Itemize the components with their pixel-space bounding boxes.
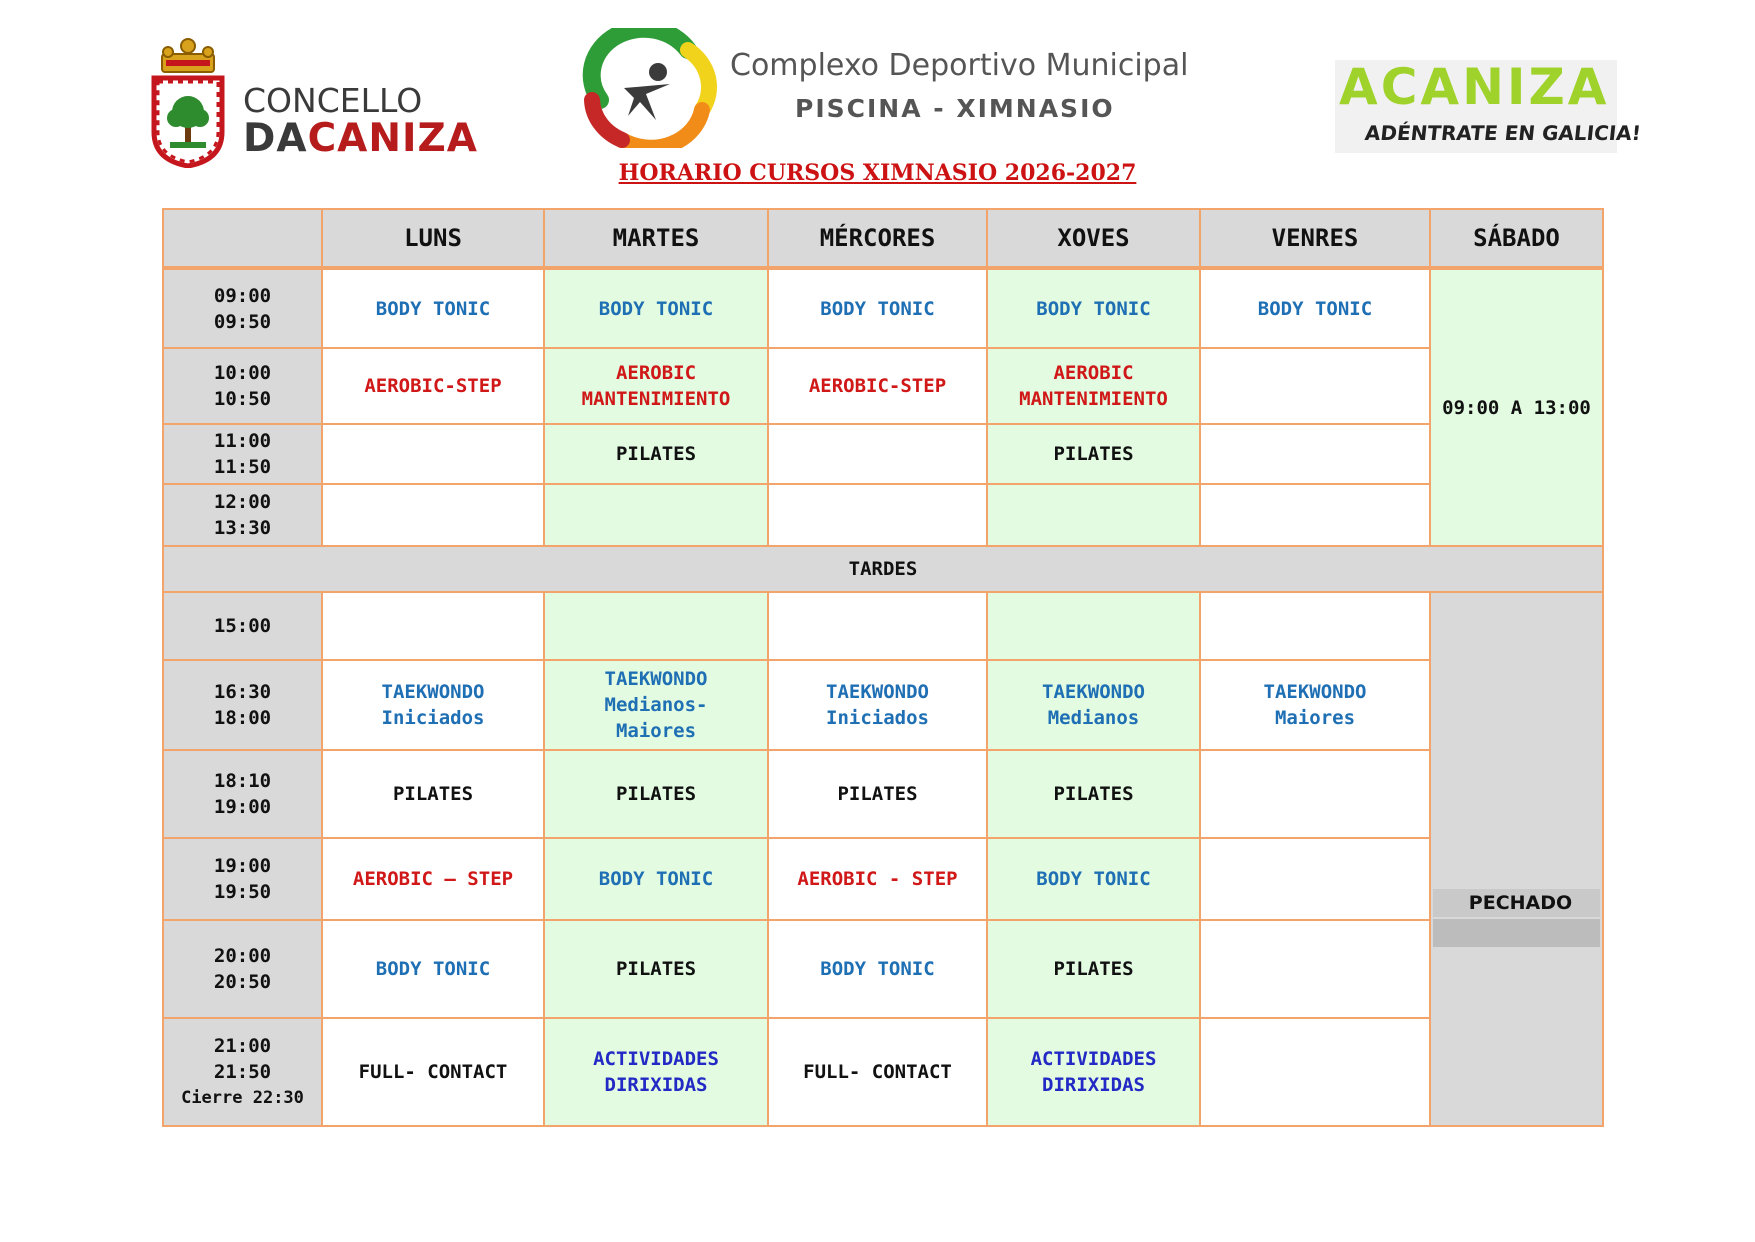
empty-cell: [544, 592, 768, 660]
complex-subtitle: PISCINA - XIMNASIO: [795, 94, 1115, 123]
time-slot-cell: [163, 1018, 322, 1126]
saturday-morning-cell: [1430, 268, 1603, 546]
class-cell: [1200, 268, 1430, 348]
closed-bar: [1433, 919, 1600, 947]
class-cell: [322, 838, 544, 920]
time-label: 16:30: [213, 681, 272, 703]
closing-time: Cierre 22:30: [181, 1088, 304, 1108]
empty-cell: [1200, 348, 1430, 424]
class-name: AEROBIC: [1053, 362, 1134, 384]
class-name: MANTENIMIENTO: [1019, 388, 1168, 410]
class-cell: [1200, 660, 1430, 750]
acaniza-logo: [1335, 58, 1643, 153]
time-slot-cell: [163, 424, 322, 484]
class-cell: [987, 660, 1200, 750]
schedule-body: [163, 209, 1603, 1126]
class-name: PILATES: [615, 783, 697, 805]
acaniza-slogan: ADÉNTRATE EN GALICIA!: [1363, 121, 1643, 145]
time-label: 09:50: [213, 310, 272, 333]
class-name: BODY TONIC: [598, 868, 714, 890]
time-label: 19:00: [213, 855, 272, 877]
time-label: 13:30: [213, 517, 272, 539]
class-cell: [544, 1018, 768, 1126]
closed-label: PECHADO: [1433, 889, 1600, 917]
class-name: Iniciados: [381, 707, 485, 729]
empty-cell: [768, 484, 987, 546]
class-cell: [768, 348, 987, 424]
sport-figure-icon: [570, 28, 720, 148]
concello-label: CONCELLO: [243, 81, 423, 120]
morning-row: [163, 424, 1603, 484]
class-name: BODY TONIC: [820, 958, 935, 980]
time-label: 20:00: [213, 945, 272, 967]
time-label: 21:00: [213, 1035, 272, 1057]
tardes-label: TARDES: [163, 546, 1603, 592]
day-header: MÉRCORES: [768, 209, 987, 268]
caniza-text: CANIZA: [307, 116, 478, 161]
class-cell: [544, 750, 768, 838]
coat-of-arms-icon: [148, 32, 228, 168]
empty-cell: [544, 484, 768, 546]
empty-cell: [322, 592, 544, 660]
class-cell: [768, 750, 987, 838]
time-slot-cell: [163, 838, 322, 920]
time-label: 15:00: [213, 615, 272, 637]
class-name: PILATES: [1053, 958, 1134, 980]
class-name: FULL- CONTACT: [358, 1061, 508, 1083]
day-header: XOVES: [987, 209, 1200, 268]
time-label: 11:00: [213, 430, 272, 452]
class-name: Maiores: [615, 720, 697, 742]
time-slot-cell: [163, 484, 322, 546]
class-name: BODY TONIC: [1257, 297, 1373, 320]
class-name: MANTENIMIENTO: [581, 388, 731, 410]
class-name: AEROBIC-STEP: [808, 375, 947, 397]
empty-cell: [987, 592, 1200, 660]
time-label: 10:00: [213, 362, 272, 384]
class-cell: [768, 838, 987, 920]
class-cell: [987, 1018, 1200, 1126]
time-label: 18:00: [213, 707, 272, 729]
tardes-row: [163, 546, 1603, 592]
class-name: TAEKWONDO: [604, 668, 708, 690]
class-name: BODY TONIC: [1036, 297, 1151, 320]
empty-cell: [1200, 424, 1430, 484]
class-cell: [987, 920, 1200, 1018]
empty-cell: [1200, 592, 1430, 660]
time-slot-cell: [163, 920, 322, 1018]
time-label: 10:50: [213, 388, 272, 410]
complex-name: Complexo Deportivo Municipal: [730, 48, 1189, 83]
morning-row: [163, 348, 1603, 424]
concello-logo: [148, 32, 478, 168]
days-header-row: [163, 209, 1603, 268]
class-name: BODY TONIC: [375, 297, 491, 320]
class-cell: [544, 660, 768, 750]
empty-cell: [1200, 838, 1430, 920]
class-name: PILATES: [837, 783, 918, 805]
saturday-hours: 09:00 A 13:00: [1442, 396, 1591, 419]
time-label: 11:50: [213, 456, 272, 478]
class-name: PILATES: [392, 783, 474, 805]
class-name: ACTIVIDADES: [1030, 1048, 1157, 1070]
class-cell: [987, 424, 1200, 484]
class-cell: [322, 348, 544, 424]
day-header: VENRES: [1200, 209, 1430, 268]
class-name: FULL- CONTACT: [803, 1061, 952, 1083]
class-name: AEROBIC-STEP: [364, 375, 502, 397]
class-name: AEROBIC – STEP: [352, 868, 514, 890]
class-name: PILATES: [1053, 443, 1134, 465]
class-cell: [768, 268, 987, 348]
class-name: Medianos: [1047, 707, 1140, 729]
afternoon-row: [163, 920, 1603, 1018]
class-cell: [987, 348, 1200, 424]
class-name: Medianos-: [604, 694, 708, 716]
class-name: ACTIVIDADES: [593, 1048, 719, 1070]
afternoon-row: [163, 592, 1603, 660]
class-cell: [768, 660, 987, 750]
class-name: PILATES: [615, 958, 697, 980]
class-cell: [322, 268, 544, 348]
class-cell: [987, 838, 1200, 920]
day-header: MARTES: [544, 209, 768, 268]
time-label: 12:00: [213, 491, 272, 513]
afternoon-row: [163, 1018, 1603, 1126]
acaniza-brand: ACANIZA: [1339, 58, 1610, 116]
class-name: Maiores: [1274, 707, 1356, 729]
schedule-table: [162, 208, 1604, 1127]
time-label: 19:00: [213, 796, 272, 818]
class-cell: [544, 920, 768, 1018]
class-cell: [987, 750, 1200, 838]
time-label: 20:50: [213, 971, 272, 993]
class-name: PILATES: [1053, 783, 1134, 805]
afternoon-row: [163, 838, 1603, 920]
time-slot-cell: [163, 660, 322, 750]
class-name: AEROBIC - STEP: [797, 868, 958, 890]
time-label: 09:00: [213, 284, 272, 307]
day-header: SÁBADO: [1430, 209, 1603, 268]
class-cell: [544, 268, 768, 348]
empty-cell: [768, 424, 987, 484]
empty-cell: [1200, 484, 1430, 546]
empty-cell: [1200, 750, 1430, 838]
da-text: DA: [243, 116, 308, 161]
empty-cell: [1200, 1018, 1430, 1126]
empty-cell: [322, 484, 544, 546]
morning-row: [163, 484, 1603, 546]
class-cell: [322, 920, 544, 1018]
class-name: BODY TONIC: [1036, 868, 1151, 890]
pechado-block: [1433, 889, 1600, 949]
time-slot-cell: [163, 750, 322, 838]
class-cell: [322, 1018, 544, 1126]
corner-cell: [163, 209, 322, 268]
time-slot-cell: [163, 592, 322, 660]
time-label: 19:50: [213, 881, 272, 903]
time-label: 21:50: [213, 1061, 272, 1083]
afternoon-row: [163, 750, 1603, 838]
time-label: 18:10: [213, 770, 272, 792]
empty-cell: [1200, 920, 1430, 1018]
complex-logo: [570, 28, 1190, 148]
page-title: HORARIO CURSOS XIMNASIO 2026-2027: [618, 160, 1137, 186]
class-cell: [322, 750, 544, 838]
class-name: AEROBIC: [615, 362, 697, 384]
saturday-afternoon-cell: [1430, 592, 1603, 1126]
class-name: TAEKWONDO: [381, 681, 485, 703]
class-name: DIRIXIDAS: [1042, 1074, 1145, 1096]
empty-cell: [768, 592, 987, 660]
class-name: TAEKWONDO: [1263, 681, 1367, 703]
class-cell: [768, 920, 987, 1018]
class-cell: [322, 660, 544, 750]
class-name: DIRIXIDAS: [604, 1074, 708, 1096]
class-name: TAEKWONDO: [826, 681, 929, 703]
class-cell: [768, 1018, 987, 1126]
afternoon-row: [163, 660, 1603, 750]
empty-cell: [322, 424, 544, 484]
time-slot-cell: [163, 348, 322, 424]
class-cell: [544, 348, 768, 424]
class-cell: [544, 838, 768, 920]
class-name: BODY TONIC: [598, 297, 714, 320]
class-cell: [544, 424, 768, 484]
empty-cell: [987, 484, 1200, 546]
class-name: PILATES: [615, 443, 697, 465]
morning-row: [163, 268, 1603, 348]
class-cell: [987, 268, 1200, 348]
day-header: LUNS: [322, 209, 544, 268]
class-name: BODY TONIC: [375, 958, 491, 980]
class-name: TAEKWONDO: [1042, 681, 1145, 703]
class-name: Iniciados: [826, 707, 929, 729]
class-name: BODY TONIC: [820, 297, 935, 320]
caniza-label: [243, 116, 478, 161]
time-slot-cell: [163, 268, 322, 348]
